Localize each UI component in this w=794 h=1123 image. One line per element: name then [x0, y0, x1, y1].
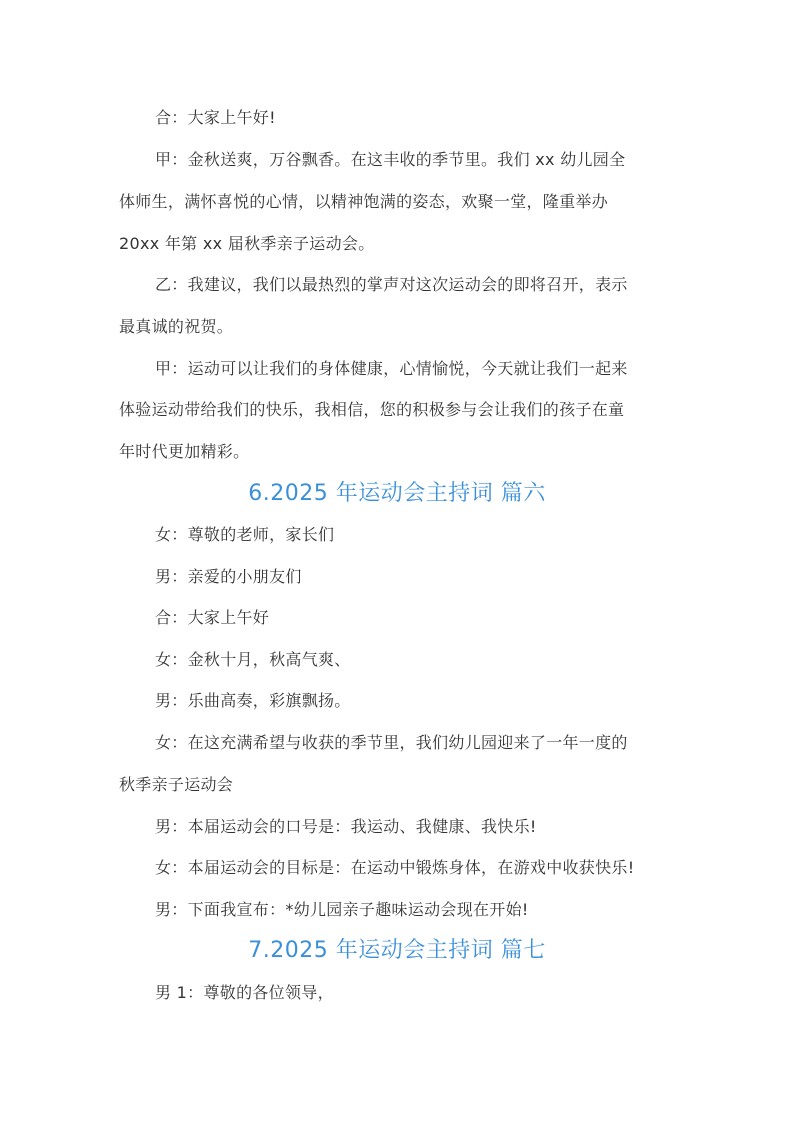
paragraph-line: 年时代更加精彩。: [119, 442, 250, 461]
paragraph-line: 男：本届运动会的口号是：我运动、我健康、我快乐!: [155, 817, 537, 836]
paragraph-line: 乙：我建议，我们以最热烈的掌声对这次运动会的即将召开，表示: [155, 275, 628, 294]
paragraph-line: 秋季亲子运动会: [119, 775, 234, 794]
paragraph-line: 20xx 年第 xx 届秋季亲子运动会。: [119, 234, 375, 253]
paragraph-line: 男 1：尊敬的各位领导，: [155, 983, 334, 1002]
paragraph-line: 体师生，满怀喜悦的心情，以精神饱满的姿态，欢聚一堂，隆重举办: [119, 192, 609, 211]
paragraph-line: 男：亲爱的小朋友们: [155, 567, 302, 586]
paragraph-line: 女：在这充满希望与收获的季节里，我们幼儿园迎来了一年一度的: [155, 733, 628, 752]
section-heading: 6.2025 年运动会主持词 篇六: [248, 481, 546, 506]
paragraph-line: 合：大家上午好: [155, 608, 270, 627]
paragraph-line: 女：金秋十月，秋高气爽、: [155, 650, 351, 669]
paragraph-line: 女：尊敬的老师，家长们: [155, 525, 335, 544]
paragraph-line: 体验运动带给我们的快乐，我相信，您的积极参与会让我们的孩子在童: [119, 400, 625, 419]
paragraph-line: 合：大家上午好!: [155, 108, 276, 127]
section-heading: 7.2025 年运动会主持词 篇七: [248, 938, 546, 963]
paragraph-line: 甲：金秋送爽，万谷飘香。在这丰收的季节里。我们 xx 幼儿园全: [155, 150, 626, 169]
paragraph-line: 男：下面我宣布：*幼儿园亲子趣味运动会现在开始!: [155, 900, 529, 919]
paragraph-line: 甲：运动可以让我们的身体健康，心情愉悦，今天就让我们一起来: [155, 359, 628, 378]
paragraph-line: 男：乐曲高奏，彩旗飘扬。: [155, 691, 351, 710]
paragraph-line: 最真诚的祝贺。: [119, 317, 234, 336]
paragraph-line: 女：本届运动会的目标是：在运动中锻炼身体，在游戏中收获快乐!: [155, 858, 635, 877]
